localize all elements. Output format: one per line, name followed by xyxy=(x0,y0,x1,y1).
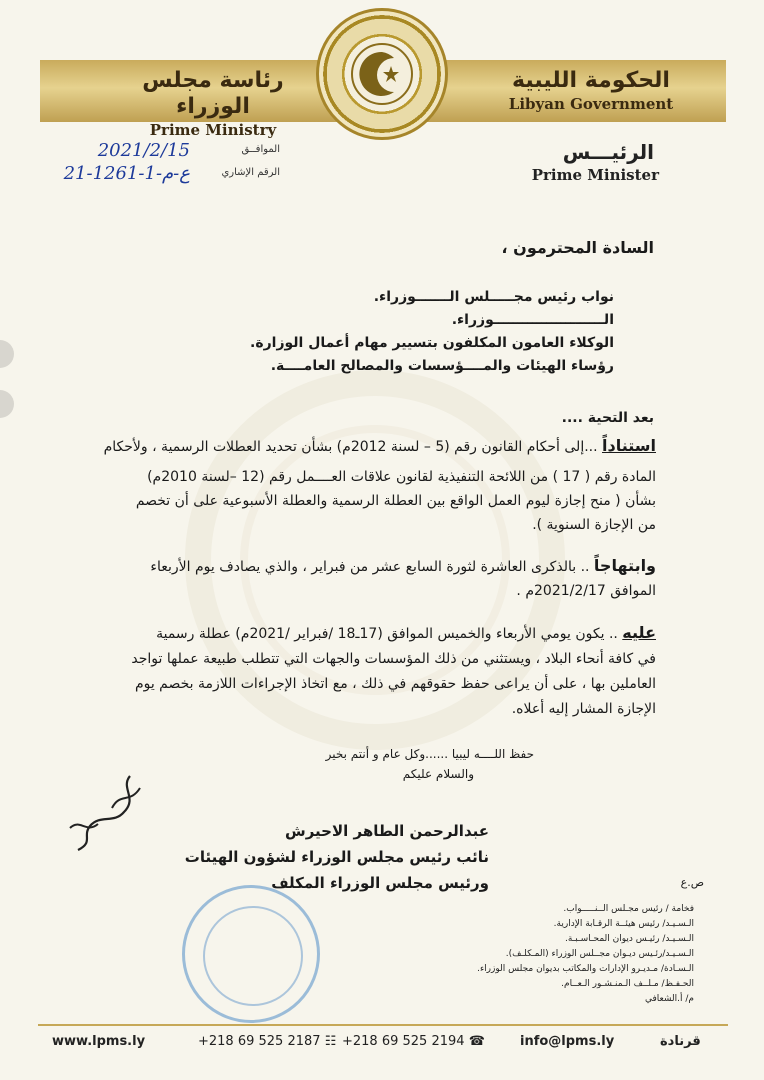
prime-minister-en: Prime Minister xyxy=(531,166,659,184)
decision-line-2: في كافة أنحاء البلاد ، ويستثني من ذلك المؤسسات والجهات التي تتطلب طبيعة عملها تواجد xyxy=(131,651,656,667)
salutation: السادة المحترمون ، xyxy=(501,238,654,257)
recipient-item: نواب رئيس مجـــــلس الـــــــوزراء. xyxy=(373,289,614,305)
phone-number: +218 69 525 2194 xyxy=(342,1034,465,1049)
prime-minister-ar: الرئيـــس xyxy=(562,140,654,164)
celebration-line-2: الموافق 2021/2/17م . xyxy=(516,583,656,599)
cc-item: الـسـيـد/ رئيـس ديوان المحـاسـبـة. xyxy=(564,934,694,944)
footer-divider xyxy=(38,1024,728,1026)
footer-fax xyxy=(198,1034,336,1049)
recipient-item: الـــــــــــــــــــــــوزراء. xyxy=(451,312,614,328)
prime-ministry-en: Prime Ministry xyxy=(149,121,277,139)
decision-label: عليه xyxy=(622,623,656,642)
fax-icon: ☷ xyxy=(324,1034,337,1049)
greeting: بعد التحية .... xyxy=(561,410,654,426)
date-label: الموافــق xyxy=(241,144,280,155)
decision-paragraph xyxy=(76,620,656,722)
footer-city: قرنادة xyxy=(660,1034,701,1049)
footer-phone xyxy=(342,1034,485,1049)
signatory-name: عبدالرحمن الطاهر الاحيرش xyxy=(285,822,489,840)
closing-line-1: حفظ اللــــه ليبيا ......وكل عام و أنتم بخير xyxy=(325,747,534,761)
libyan-government-block xyxy=(506,68,676,114)
government-seal-logo xyxy=(316,8,448,140)
signatory-title-1: نائب رئيس مجلس الوزراء لشؤون الهيئات xyxy=(184,848,489,866)
footer-email: info@lpms.ly xyxy=(520,1034,615,1049)
closing-block xyxy=(134,744,534,784)
recipients-list xyxy=(94,286,614,378)
basis-label: استناداً xyxy=(602,436,656,455)
celebration-text: .. بالذكرى العاشرة لثورة السابع عشر من فبراير ، والذي يصادف يوم الأربعاء xyxy=(150,559,594,575)
basis-text: ...إلى أحكام القانون رقم (5 – لسنة 2012م) بشأن تحديد العطلات الرسمية ، ولأحكام xyxy=(103,439,603,455)
cc-item: الحـفـظ/ مـلــف الـمنـشـور الـعــام. xyxy=(561,979,694,989)
celebration-paragraph xyxy=(76,554,656,603)
seal-ring-icon xyxy=(319,11,445,137)
official-stamp xyxy=(182,885,320,1023)
decision-line-3: العاملين بها ، على أن يراعى حفظ حقوقهم في ذلك ، مع اتخاذ الإجراءات اللازمة بخصم يوم xyxy=(134,676,656,692)
cc-item: الـسـيـد/رئـيس ديـوان مجــلس الوزراء (المـكلـف). xyxy=(505,949,694,959)
basis-line-4: من الإجازة السنوية ). xyxy=(532,517,656,533)
punch-hole-top xyxy=(0,340,14,368)
signatory-block xyxy=(69,818,489,896)
reference-label: الرقم الإشاري xyxy=(221,167,280,178)
prime-ministry-block xyxy=(118,68,308,140)
phone-icon: ☎ xyxy=(468,1034,485,1049)
cc-item: الـسـادة/ مـديـرو الإدارات والمكاتب بديوان مجلس الوزراء. xyxy=(477,964,694,974)
celebration-label: وابتهاجاً xyxy=(593,556,656,575)
footer-website: www.lpms.ly xyxy=(52,1034,146,1049)
cc-item: فخامة / رئيس مجـلس الــنـــــواب. xyxy=(563,904,694,914)
recipient-item: الوكلاء العامون المكلفون بتسيير مهام أعمال الوزارة. xyxy=(250,335,614,351)
punch-hole-bottom xyxy=(0,390,14,418)
fax-number: +218 69 525 2187 xyxy=(198,1034,321,1049)
closing-line-2: والسلام عليكم xyxy=(402,767,474,781)
prime-ministry-ar: رئاسة مجلس الوزراء xyxy=(142,68,284,119)
libyan-government-ar: الحكومة الليبية xyxy=(512,68,670,93)
stamp-inner-ring xyxy=(203,906,303,1006)
basis-paragraph xyxy=(76,434,656,537)
reference-value: 21-1261-1-ع-م xyxy=(63,163,190,184)
decision-line-4: الإجازة المشار إليه أعلاه. xyxy=(511,701,656,717)
recipient-item: رؤساء الهيئات والمــــؤسسات والمصالح العامــــة. xyxy=(270,358,614,374)
libyan-government-en: Libyan Government xyxy=(508,95,674,113)
cc-item: الـسـيـد/ رئيس هيئــة الرقـابة الإدارية. xyxy=(553,919,694,929)
basis-line-2: المادة رقم ( 17 ) من اللائحة التنفيذية لقانون علاقات العــــمل رقم (12 –لسنة 2010م) xyxy=(147,469,656,485)
signatory-title-2: ورئيس مجلس الوزراء المكلف xyxy=(271,874,489,892)
date-value: 2021/2/15 xyxy=(97,140,190,161)
cc-distribution-list xyxy=(464,902,694,1007)
cc-item: م/ أ.الشعافي xyxy=(645,994,694,1004)
date-field xyxy=(60,140,280,164)
decision-text: .. يكون يومي الأربعاء والخميس الموافق (17ـ18 /فبراير /2021م) عطلة رسمية xyxy=(156,626,623,642)
reference-field xyxy=(60,163,280,187)
cc-mark: ص.ع xyxy=(680,876,704,889)
basis-line-3: بشأن ( منح إجازة ليوم العمل الواقع بين العطلة الرسمية والعطلة الأسبوعية على أن تخصم xyxy=(135,493,656,509)
